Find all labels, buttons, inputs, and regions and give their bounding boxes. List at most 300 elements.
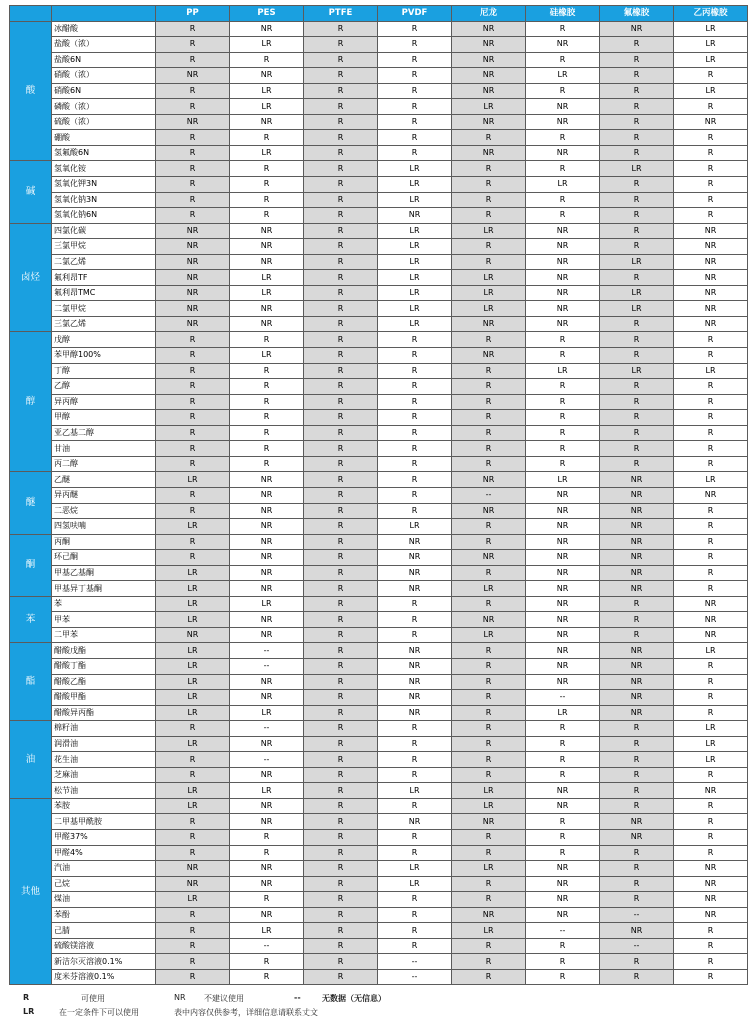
chemical-name-cell: 氢氧化铵 xyxy=(52,161,156,177)
rating-cell: R xyxy=(304,907,378,923)
rating-cell: R xyxy=(378,348,452,364)
rating-cell: NR xyxy=(452,114,526,130)
rating-cell: R xyxy=(674,410,748,426)
rating-cell: NR xyxy=(526,316,600,332)
rating-cell: LR xyxy=(378,783,452,799)
chemical-name-cell: 氢氧化钠3N xyxy=(52,192,156,208)
rating-cell: R xyxy=(526,767,600,783)
rating-cell: NR xyxy=(674,223,748,239)
rating-cell: LR xyxy=(526,177,600,193)
rating-cell: NR xyxy=(526,861,600,877)
rating-cell: R xyxy=(230,332,304,348)
rating-cell: NR xyxy=(526,907,600,923)
rating-cell: R xyxy=(156,208,230,224)
rating-cell: R xyxy=(304,627,378,643)
rating-cell: R xyxy=(600,130,674,146)
chemical-name-cell: 甲醛4% xyxy=(52,845,156,861)
rating-cell: R xyxy=(600,192,674,208)
table-row xyxy=(10,783,748,799)
rating-cell: NR xyxy=(600,643,674,659)
table-row xyxy=(10,363,748,379)
rating-cell: R xyxy=(304,52,378,68)
rating-cell: LR xyxy=(526,472,600,488)
rating-cell: LR xyxy=(452,861,526,877)
rating-cell: NR xyxy=(674,627,748,643)
table-row xyxy=(10,239,748,255)
rating-cell: R xyxy=(600,83,674,99)
rating-cell: R xyxy=(674,829,748,845)
rating-cell: R xyxy=(452,254,526,270)
rating-cell: R xyxy=(600,721,674,737)
rating-cell: NR xyxy=(230,487,304,503)
chemical-name-cell: 丙酮 xyxy=(52,534,156,550)
rating-cell: R xyxy=(156,410,230,426)
chemical-name-cell: 甲醇 xyxy=(52,410,156,426)
rating-cell: R xyxy=(452,239,526,255)
rating-cell: R xyxy=(378,83,452,99)
rating-cell: R xyxy=(600,798,674,814)
chemical-name-cell: 棉籽油 xyxy=(52,721,156,737)
rating-cell: LR xyxy=(230,596,304,612)
rating-cell: R xyxy=(304,923,378,939)
rating-cell: R xyxy=(304,783,378,799)
rating-cell: LR xyxy=(230,348,304,364)
rating-cell: R xyxy=(304,829,378,845)
rating-cell: R xyxy=(452,363,526,379)
rating-cell: R xyxy=(156,21,230,37)
rating-cell: R xyxy=(674,161,748,177)
rating-cell: R xyxy=(600,37,674,53)
rating-cell: R xyxy=(304,690,378,706)
rating-cell: R xyxy=(378,752,452,768)
category-cell: 醇 xyxy=(10,332,52,472)
rating-cell: R xyxy=(156,456,230,472)
rating-cell: NR xyxy=(526,270,600,286)
chemical-compatibility-table xyxy=(9,5,748,985)
rating-cell: R xyxy=(600,114,674,130)
header-material: 乙丙橡胶 xyxy=(674,6,748,22)
rating-cell: R xyxy=(600,348,674,364)
rating-cell: NR xyxy=(156,861,230,877)
rating-cell: LR xyxy=(452,99,526,115)
rating-cell: R xyxy=(304,37,378,53)
rating-cell: NR xyxy=(230,736,304,752)
rating-cell: R xyxy=(156,752,230,768)
rating-cell: R xyxy=(156,177,230,193)
rating-cell: R xyxy=(600,99,674,115)
rating-cell: NR xyxy=(452,52,526,68)
header-material: PES xyxy=(230,6,304,22)
rating-cell: R xyxy=(378,332,452,348)
rating-cell: R xyxy=(304,239,378,255)
header-material: PP xyxy=(156,6,230,22)
table-row xyxy=(10,177,748,193)
rating-cell: R xyxy=(304,363,378,379)
rating-cell: NR xyxy=(526,99,600,115)
rating-cell: NR xyxy=(526,519,600,535)
category-cell: 苯 xyxy=(10,596,52,643)
table-row xyxy=(10,68,748,84)
rating-cell: NR xyxy=(452,83,526,99)
rating-cell: R xyxy=(156,503,230,519)
rating-cell: R xyxy=(378,627,452,643)
rating-cell: LR xyxy=(600,161,674,177)
rating-cell: R xyxy=(378,456,452,472)
rating-cell: R xyxy=(600,223,674,239)
legend xyxy=(9,990,749,1020)
rating-cell: NR xyxy=(452,21,526,37)
legend-lr-text: 在一定条件下可以使用 xyxy=(59,1008,139,1017)
rating-cell: R xyxy=(156,907,230,923)
rating-cell: R xyxy=(304,767,378,783)
rating-cell: R xyxy=(304,301,378,317)
rating-cell: R xyxy=(674,192,748,208)
rating-cell: R xyxy=(600,425,674,441)
chemical-name-cell: 甲苯 xyxy=(52,612,156,628)
rating-cell: NR xyxy=(452,907,526,923)
rating-cell: -- xyxy=(230,643,304,659)
chemical-name-cell: 醋酸甲酯 xyxy=(52,690,156,706)
rating-cell: -- xyxy=(526,690,600,706)
chemical-name-cell: 醋酸丁酯 xyxy=(52,658,156,674)
rating-cell: R xyxy=(452,394,526,410)
rating-cell: R xyxy=(304,596,378,612)
rating-cell: R xyxy=(526,736,600,752)
category-cell: 酯 xyxy=(10,643,52,721)
category-cell: 其他 xyxy=(10,798,52,985)
rating-cell: R xyxy=(526,52,600,68)
chemical-name-cell: 甲基乙基酮 xyxy=(52,565,156,581)
rating-cell: R xyxy=(304,192,378,208)
chemical-name-cell: 甘油 xyxy=(52,441,156,457)
rating-cell: R xyxy=(452,674,526,690)
rating-cell: R xyxy=(452,643,526,659)
rating-cell: NR xyxy=(526,643,600,659)
rating-cell: R xyxy=(452,596,526,612)
rating-cell: R xyxy=(304,254,378,270)
category-cell: 碱 xyxy=(10,161,52,223)
chemical-name-cell: 盐酸（浓） xyxy=(52,37,156,53)
rating-cell: NR xyxy=(230,21,304,37)
chemical-name-cell: 乙醚 xyxy=(52,472,156,488)
category-cell: 酮 xyxy=(10,534,52,596)
chemical-name-cell: 煤油 xyxy=(52,892,156,908)
rating-cell: NR xyxy=(156,627,230,643)
table-row xyxy=(10,130,748,146)
rating-cell: R xyxy=(230,161,304,177)
chemical-name-cell: 甲醛37% xyxy=(52,829,156,845)
rating-cell: NR xyxy=(378,643,452,659)
rating-cell: NR xyxy=(230,907,304,923)
rating-cell: NR xyxy=(452,550,526,566)
chemical-name-cell: 苯甲醇100% xyxy=(52,348,156,364)
rating-cell: R xyxy=(452,177,526,193)
rating-cell: LR xyxy=(600,363,674,379)
rating-cell: R xyxy=(526,192,600,208)
rating-cell: -- xyxy=(600,907,674,923)
chemical-name-cell: 醋酸乙酯 xyxy=(52,674,156,690)
rating-cell: NR xyxy=(230,612,304,628)
table-row xyxy=(10,721,748,737)
rating-cell: LR xyxy=(156,705,230,721)
rating-cell: R xyxy=(378,394,452,410)
rating-cell: NR xyxy=(674,239,748,255)
rating-cell: NR xyxy=(600,705,674,721)
category-cell: 酸 xyxy=(10,21,52,161)
rating-cell: R xyxy=(304,705,378,721)
rating-cell: NR xyxy=(526,876,600,892)
rating-cell: NR xyxy=(230,534,304,550)
rating-cell: R xyxy=(452,767,526,783)
rating-cell: R xyxy=(526,441,600,457)
table-row xyxy=(10,285,748,301)
chemical-name-cell: 苯 xyxy=(52,596,156,612)
rating-cell: R xyxy=(526,954,600,970)
rating-cell: NR xyxy=(156,68,230,84)
rating-cell: LR xyxy=(674,736,748,752)
rating-cell: R xyxy=(304,472,378,488)
rating-cell: R xyxy=(452,130,526,146)
rating-cell: NR xyxy=(230,876,304,892)
rating-cell: -- xyxy=(526,923,600,939)
rating-cell: R xyxy=(230,410,304,426)
rating-cell: R xyxy=(600,410,674,426)
rating-cell: R xyxy=(674,99,748,115)
rating-cell: R xyxy=(156,814,230,830)
rating-cell: NR xyxy=(600,674,674,690)
rating-cell: NR xyxy=(156,270,230,286)
rating-cell: R xyxy=(304,316,378,332)
chemical-name-cell: 二甲苯 xyxy=(52,627,156,643)
legend-note: 表中内容仅供参考，详细信息请联系丈文 xyxy=(174,1008,318,1017)
table-row xyxy=(10,705,748,721)
rating-cell: LR xyxy=(600,254,674,270)
rating-cell: LR xyxy=(452,783,526,799)
rating-cell: R xyxy=(304,83,378,99)
rating-cell: R xyxy=(526,938,600,954)
rating-cell: R xyxy=(526,332,600,348)
rating-cell: LR xyxy=(674,721,748,737)
rating-cell: R xyxy=(526,721,600,737)
rating-cell: R xyxy=(304,845,378,861)
rating-cell: LR xyxy=(378,519,452,535)
table-row xyxy=(10,627,748,643)
rating-cell: R xyxy=(378,379,452,395)
rating-cell: NR xyxy=(600,534,674,550)
rating-cell: LR xyxy=(156,472,230,488)
rating-cell: NR xyxy=(526,503,600,519)
table-row xyxy=(10,658,748,674)
chemical-name-cell: 硝酸6N xyxy=(52,83,156,99)
chemical-name-cell: 戊醇 xyxy=(52,332,156,348)
rating-cell: R xyxy=(230,130,304,146)
rating-cell: NR xyxy=(600,814,674,830)
rating-cell: R xyxy=(452,938,526,954)
table-row xyxy=(10,208,748,224)
rating-cell: R xyxy=(304,348,378,364)
rating-cell: R xyxy=(600,239,674,255)
chemical-name-cell: 氢氧化钠6N xyxy=(52,208,156,224)
chemical-name-cell: 冰醋酸 xyxy=(52,21,156,37)
rating-cell: LR xyxy=(156,643,230,659)
rating-cell: LR xyxy=(230,923,304,939)
compatibility-table-container xyxy=(9,5,748,985)
rating-cell: R xyxy=(452,845,526,861)
rating-cell: R xyxy=(378,114,452,130)
table-row xyxy=(10,161,748,177)
rating-cell: R xyxy=(156,954,230,970)
rating-cell: R xyxy=(674,658,748,674)
rating-cell: -- xyxy=(230,658,304,674)
rating-cell: R xyxy=(452,456,526,472)
rating-cell: R xyxy=(304,550,378,566)
rating-cell: R xyxy=(156,37,230,53)
rating-cell: R xyxy=(674,954,748,970)
rating-cell: R xyxy=(304,643,378,659)
table-row xyxy=(10,674,748,690)
rating-cell: R xyxy=(452,161,526,177)
rating-cell: R xyxy=(156,130,230,146)
rating-cell: R xyxy=(452,379,526,395)
rating-cell: R xyxy=(156,845,230,861)
rating-cell: NR xyxy=(452,348,526,364)
table-row xyxy=(10,301,748,317)
rating-cell: NR xyxy=(526,285,600,301)
legend-r-code: R xyxy=(23,993,30,1002)
rating-cell: NR xyxy=(230,798,304,814)
rating-cell: LR xyxy=(230,705,304,721)
rating-cell: LR xyxy=(378,285,452,301)
rating-cell: NR xyxy=(378,658,452,674)
rating-cell: LR xyxy=(156,519,230,535)
rating-cell: R xyxy=(230,456,304,472)
rating-cell: R xyxy=(600,892,674,908)
rating-cell: NR xyxy=(526,565,600,581)
rating-cell: R xyxy=(304,456,378,472)
header-material: PTFE xyxy=(304,6,378,22)
rating-cell: R xyxy=(304,379,378,395)
table-row xyxy=(10,192,748,208)
chemical-name-cell: 磷酸（浓） xyxy=(52,99,156,115)
chemical-name-cell: 氟利昂TMC xyxy=(52,285,156,301)
rating-cell: R xyxy=(600,596,674,612)
rating-cell: NR xyxy=(230,503,304,519)
rating-cell: R xyxy=(674,581,748,597)
rating-cell: NR xyxy=(526,892,600,908)
rating-cell: NR xyxy=(230,581,304,597)
rating-cell: R xyxy=(156,161,230,177)
rating-cell: NR xyxy=(674,270,748,286)
rating-cell: R xyxy=(600,456,674,472)
table-row xyxy=(10,441,748,457)
rating-cell: LR xyxy=(674,52,748,68)
chemical-name-cell: 润滑油 xyxy=(52,736,156,752)
rating-cell: R xyxy=(156,145,230,161)
rating-cell: LR xyxy=(378,239,452,255)
rating-cell: NR xyxy=(526,596,600,612)
rating-cell: R xyxy=(304,876,378,892)
rating-cell: R xyxy=(230,425,304,441)
rating-cell: R xyxy=(452,892,526,908)
rating-cell: R xyxy=(526,829,600,845)
chemical-name-cell: 三氯甲烷 xyxy=(52,239,156,255)
rating-cell: R xyxy=(304,892,378,908)
table-row xyxy=(10,99,748,115)
rating-cell: NR xyxy=(674,285,748,301)
chemical-name-cell: 新洁尔灭溶液0.1% xyxy=(52,954,156,970)
table-row xyxy=(10,581,748,597)
rating-cell: LR xyxy=(378,254,452,270)
table-row xyxy=(10,145,748,161)
rating-cell: NR xyxy=(156,223,230,239)
chemical-name-cell: 己烷 xyxy=(52,876,156,892)
rating-cell: R xyxy=(452,752,526,768)
rating-cell: R xyxy=(674,503,748,519)
rating-cell: R xyxy=(378,612,452,628)
rating-cell: NR xyxy=(674,316,748,332)
rating-cell: R xyxy=(526,208,600,224)
rating-cell: LR xyxy=(378,177,452,193)
table-row xyxy=(10,456,748,472)
rating-cell: R xyxy=(230,845,304,861)
rating-cell: R xyxy=(600,612,674,628)
rating-cell: LR xyxy=(600,301,674,317)
rating-cell: NR xyxy=(600,829,674,845)
table-row xyxy=(10,845,748,861)
chemical-name-cell: 花生油 xyxy=(52,752,156,768)
rating-cell: R xyxy=(526,425,600,441)
rating-cell: R xyxy=(304,208,378,224)
rating-cell: R xyxy=(230,379,304,395)
rating-cell: LR xyxy=(230,783,304,799)
rating-cell: R xyxy=(600,627,674,643)
rating-cell: NR xyxy=(156,301,230,317)
rating-cell: R xyxy=(674,767,748,783)
table-row xyxy=(10,52,748,68)
header-material: 氟橡胶 xyxy=(600,6,674,22)
rating-cell: R xyxy=(156,52,230,68)
rating-cell: R xyxy=(674,705,748,721)
rating-cell: R xyxy=(378,907,452,923)
rating-cell: NR xyxy=(526,550,600,566)
chemical-name-cell: 四氯化碳 xyxy=(52,223,156,239)
table-row xyxy=(10,643,748,659)
rating-cell: R xyxy=(156,379,230,395)
rating-cell: R xyxy=(674,969,748,985)
rating-cell: R xyxy=(304,658,378,674)
table-row xyxy=(10,503,748,519)
rating-cell: LR xyxy=(230,99,304,115)
rating-cell: NR xyxy=(674,301,748,317)
rating-cell: NR xyxy=(674,876,748,892)
rating-cell: NR xyxy=(526,581,600,597)
chemical-name-cell: 醋酸异丙酯 xyxy=(52,705,156,721)
table-row xyxy=(10,114,748,130)
rating-cell: NR xyxy=(452,612,526,628)
chemical-name-cell: 氢氟酸6N xyxy=(52,145,156,161)
rating-cell: R xyxy=(452,876,526,892)
rating-cell: R xyxy=(526,752,600,768)
rating-cell: R xyxy=(156,83,230,99)
rating-cell: R xyxy=(304,161,378,177)
rating-cell: R xyxy=(304,332,378,348)
rating-cell: R xyxy=(526,130,600,146)
rating-cell: R xyxy=(526,969,600,985)
rating-cell: NR xyxy=(378,565,452,581)
rating-cell: NR xyxy=(378,581,452,597)
rating-cell: LR xyxy=(600,285,674,301)
rating-cell: R xyxy=(156,441,230,457)
